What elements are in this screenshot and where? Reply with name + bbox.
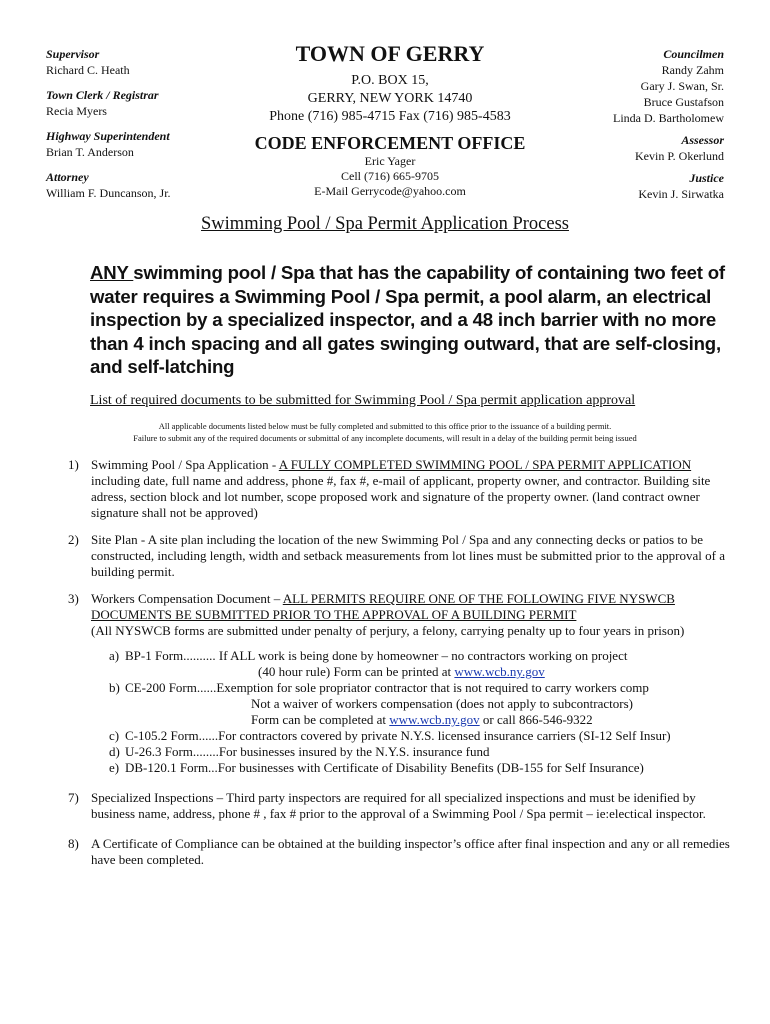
item-1-lead: Swimming Pool / Spa Application - xyxy=(91,457,279,472)
form-a-line2-text: (40 hour rule) Form can be printed at xyxy=(258,664,455,679)
required-docs-heading: List of required documents to be submitted for Swimming Pool / Spa permit application approval xyxy=(90,393,636,408)
officials-right xyxy=(524,46,724,202)
item-number: 7) xyxy=(68,790,79,805)
form-b-text: CE-200 Form......Exemption for sole propriator contractor that is not required to carry workers comp xyxy=(125,680,649,695)
form-a-text: BP-1 Form.......... If ALL work is being done by homeowner – no contractors working on project xyxy=(125,648,628,663)
item-number: 2) xyxy=(68,532,79,547)
name-justice: Kevin J. Sirwatka xyxy=(638,187,724,201)
form-b-line3 xyxy=(125,712,593,728)
phone-fax: Phone (716) 985-4715 Fax (716) 985-4583 xyxy=(269,109,511,124)
name-town-clerk: Recia Myers xyxy=(46,104,107,118)
officer-name: Eric Yager xyxy=(364,154,416,168)
role-town-clerk: Town Clerk / Registrar xyxy=(46,88,159,102)
role-highway-superintendent: Highway Superintendent xyxy=(46,129,170,143)
form-e-text: DB-120.1 Form...For businesses with Certificate of Disability Benefits (DB-155 for Self Insurance) xyxy=(125,760,644,775)
nyswcb-form-list xyxy=(91,648,736,776)
item-2-text: Site Plan - A site plan including the location of the new Swimming Pol / Spa and any connecting decks or patios to be constructed, including length, width and setback measurements from lot lines must be submitted prior to the approval of a building permit. xyxy=(91,532,725,579)
form-letter: c) xyxy=(109,728,120,743)
letterhead-center xyxy=(235,40,545,199)
item-3-lead: Workers Compensation Document – xyxy=(91,591,283,606)
form-item-a xyxy=(109,648,736,680)
officer-cell: Cell (716) 665-9705 xyxy=(341,169,439,183)
item-3-underlined: ALL PERMITS REQUIRE ONE OF THE FOLLOWING FIVE NYSWCB DOCUMENTS BE SUBMITTED PRIOR TO THE APPROVAL OF A BUILDING PERMIT xyxy=(91,591,675,622)
intro-text: swimming pool / Spa that has the capability of containing two feet of water requires a Swimming Pool / Spa permit, a pool alarm, an electrical inspection by a specialized inspector, and a 48 inch barrier with no more than 4 inch spacing and all gates swinging outward, that are self-closing, and self-latching xyxy=(90,262,725,377)
form-letter: a) xyxy=(109,648,120,663)
wcb-link[interactable]: www.wcb.ny.gov xyxy=(389,712,480,727)
wcb-link[interactable]: www.wcb.ny.gov xyxy=(454,664,545,679)
form-item-e xyxy=(109,760,736,776)
role-supervisor: Supervisor xyxy=(46,47,100,61)
form-letter: e) xyxy=(109,760,120,775)
form-b-phone: or call 866-546-9322 xyxy=(479,712,593,727)
name-supervisor: Richard C. Heath xyxy=(46,63,130,77)
officials-left xyxy=(46,46,246,201)
form-c-text: C-105.2 Form......For contractors covered by private N.Y.S. licensed insurance carriers (SI-12 Self Insur) xyxy=(125,728,671,743)
item-number: 8) xyxy=(68,836,79,851)
name-attorney: William F. Duncanson, Jr. xyxy=(46,186,171,200)
form-a-line2 xyxy=(125,664,545,680)
item-7-text: Specialized Inspections – Third party inspectors are required for all specialized inspections and must be idenified by business name, address, phone # , fax # prior to the approval of a Swimming Pool / Spa permit – ie:electical inspector. xyxy=(91,790,706,821)
officer-email: E-Mail Gerrycode@yahoo.com xyxy=(314,184,466,198)
list-item-8 xyxy=(46,836,736,868)
role-councilmen: Councilmen xyxy=(663,47,724,61)
form-letter: b) xyxy=(109,680,120,695)
form-item-d xyxy=(109,744,736,760)
document-title: Swimming Pool / Spa Permit Application Process xyxy=(201,214,569,234)
form-item-b xyxy=(109,680,736,728)
list-item-2 xyxy=(46,532,736,580)
role-attorney: Attorney xyxy=(46,170,89,184)
item-8-text: A Certificate of Compliance can be obtained at the building inspector’s office after final inspection and any or all remedies have been completed. xyxy=(91,836,730,867)
role-justice: Justice xyxy=(689,171,724,185)
form-d-text: U-26.3 Form........For businesses insured by the N.Y.S. insurance fund xyxy=(125,744,490,759)
item-number: 1) xyxy=(68,457,79,472)
notice-line-2: Failure to submit any of the required documents or submittal of any incomplete documents, will result in a delay of the building permit being issued xyxy=(133,433,637,443)
notice-line-1: All applicable documents listed below must be fully completed and submitted to this office prior to the issuance of a building permit. xyxy=(158,421,612,431)
intro-paragraph xyxy=(90,261,730,379)
list-item-1 xyxy=(46,457,736,521)
name-highway-superintendent: Brian T. Anderson xyxy=(46,145,134,159)
item-1-rest: including date, full name and address, phone #, fax #, e-mail of applicant, property owner, and contractor. Building site adress, section block and lot number, scope proposed work and signature of the property owner. (land contract owner signature shall not be approved) xyxy=(91,473,711,520)
item-1-underlined: A FULLY COMPLETED SWIMMING POOL / SPA PERMIT APPLICATION xyxy=(278,457,692,472)
name-councilman-2: Gary J. Swan, Sr. xyxy=(640,79,724,93)
list-item-7 xyxy=(46,790,736,822)
form-item-c xyxy=(109,728,736,744)
list-item-3 xyxy=(46,591,736,776)
name-councilman-4: Linda D. Bartholomew xyxy=(613,111,724,125)
item-number: 3) xyxy=(68,591,79,606)
item-3-note: (All NYSWCB forms are submitted under penalty of perjury, a felony, carrying penalty up to four years in prison) xyxy=(91,623,685,638)
name-councilman-1: Randy Zahm xyxy=(661,63,724,77)
name-councilman-3: Bruce Gustafson xyxy=(643,95,724,109)
form-b-line3-text: Form can be completed at xyxy=(251,712,390,727)
form-letter: d) xyxy=(109,744,120,759)
city-state: GERRY, NEW YORK 14740 xyxy=(307,91,473,106)
role-assessor: Assessor xyxy=(681,133,724,147)
requirements-list xyxy=(46,457,736,879)
town-name: TOWN OF GERRY xyxy=(295,41,485,66)
form-b-line2: Not a waiver of workers compensation (does not apply to subcontractors) xyxy=(251,696,633,711)
intro-emphasis: ANY xyxy=(90,262,134,283)
name-assessor: Kevin P. Okerlund xyxy=(635,149,724,163)
office-name: CODE ENFORCEMENT OFFICE xyxy=(254,133,526,153)
po-box: P.O. BOX 15, xyxy=(351,73,429,88)
address-block xyxy=(235,72,545,126)
